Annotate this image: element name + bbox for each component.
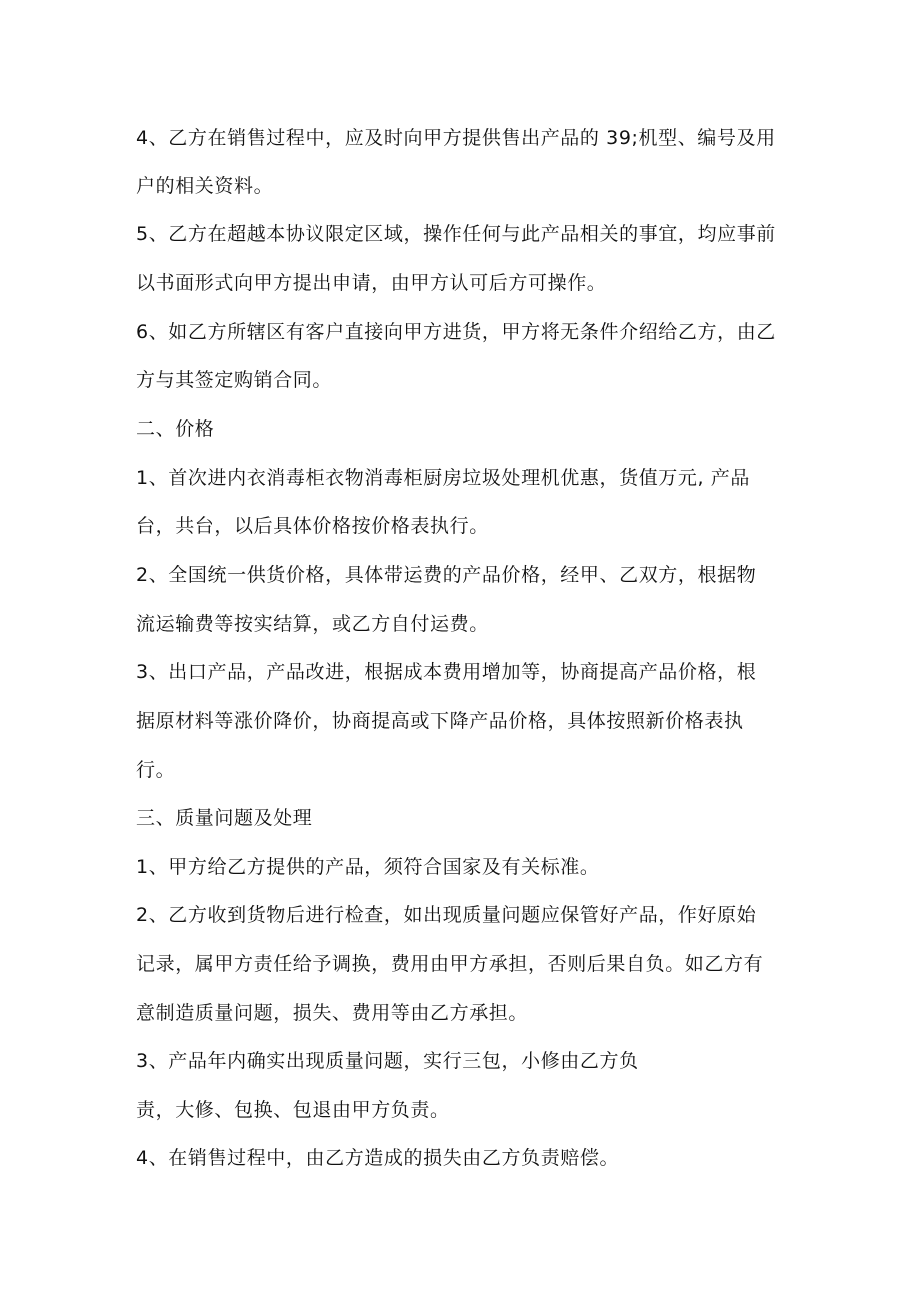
text-line: 3、产品年内确实出现质量问题，实行三包，小修由乙方负 xyxy=(136,1050,639,1072)
text-line: 5、乙方在超越本协议限定区域，操作任何与此产品相关的事宜，均应事前 xyxy=(136,223,776,245)
text-line: 2、乙方收到货物后进行检查，如出现质量问题应保管好产品，作好原始 xyxy=(136,904,757,926)
text-line: 以书面形式向甲方提出申请，由甲方认可后方可操作。 xyxy=(136,272,607,294)
text-line: 1、首次进内衣消毒柜衣物消毒柜厨房垃圾处理机优惠，货值万元, 产品 xyxy=(136,467,750,489)
text-line: 4、在销售过程中，由乙方造成的损失由乙方负责赔偿。 xyxy=(136,1147,620,1169)
text-line: 方与其签定购销合同。 xyxy=(136,369,333,391)
text-line: 户的相关资料。 xyxy=(136,175,274,197)
text-line: 据原材料等涨价降价，协商提高或下降产品价格，具体按照新价格表执 xyxy=(136,710,744,732)
text-line: 3、出口产品，产品改进，根据成本费用增加等，协商提高产品价格，根 xyxy=(136,661,757,683)
text-line: 记录，属甲方责任给予调换，费用由甲方承担，否则后果自负。如乙方有 xyxy=(136,953,764,975)
text-line: 台，共台，以后具体价格按价格表执行。 xyxy=(136,515,489,537)
text-line: 6、如乙方所辖区有客户直接向甲方进货，甲方将无条件介绍给乙方，由乙 xyxy=(136,321,776,343)
section-heading: 二、价格 xyxy=(136,418,215,440)
text-line: 责，大修、包换、包退由甲方负责。 xyxy=(136,1099,450,1121)
text-line: 流运输费等按实结算，或乙方自付运费。 xyxy=(136,613,489,635)
section-heading: 三、质量问题及处理 xyxy=(136,807,313,829)
text-line: 1、甲方给乙方提供的产品，须符合国家及有关标准。 xyxy=(136,856,600,878)
text-line: 行。 xyxy=(136,759,176,781)
text-line: 意制造质量问题，损失、费用等由乙方承担。 xyxy=(136,1002,529,1024)
text-line: 2、全国统一供货价格，具体带运费的产品价格，经甲、乙双方，根据物 xyxy=(136,564,757,586)
text-line: 4、乙方在销售过程中，应及时向甲方提供售出产品的 39;机型、编号及用 xyxy=(136,127,776,149)
